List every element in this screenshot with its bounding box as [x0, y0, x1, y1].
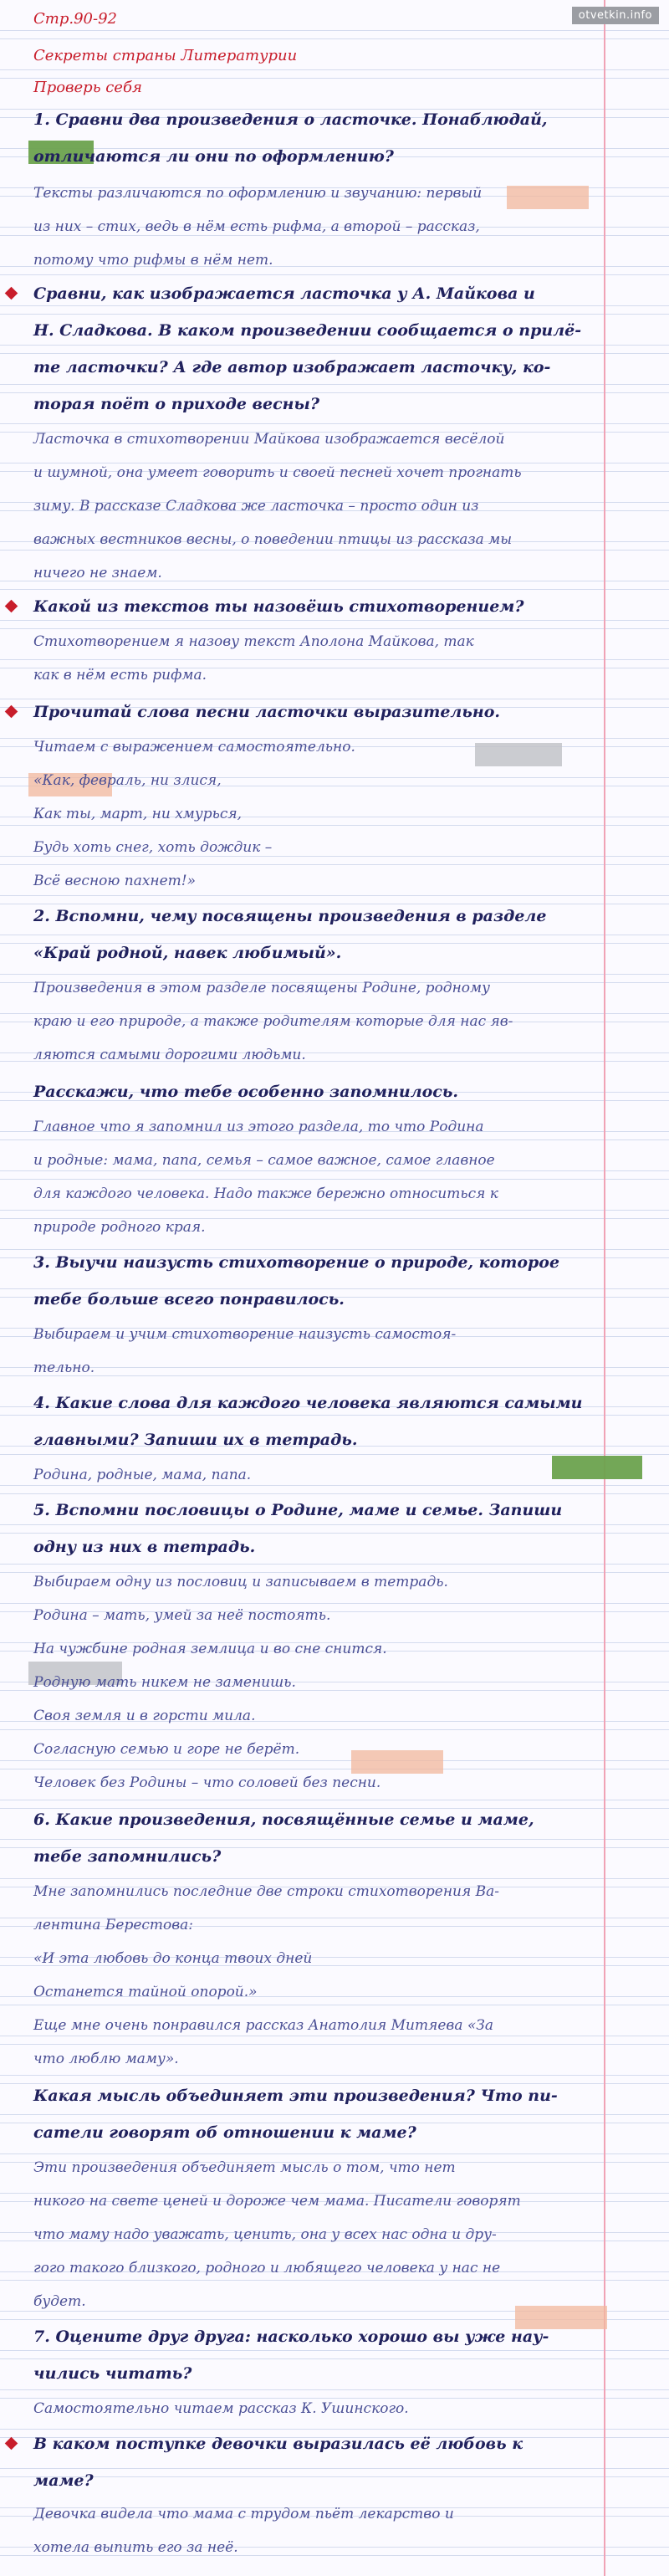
answer-line: как в нём есть рифма.: [33, 667, 207, 684]
question-line: Какой из текстов ты назовёшь стихотворением?: [33, 597, 524, 616]
answer-line: «И эта любовь до конца твоих дней: [33, 1950, 313, 1967]
answer-line: из них – стих, ведь в нём есть рифма, а второй – рассказ,: [33, 218, 480, 235]
question-line: «Край родной, навек любимый».: [33, 944, 342, 962]
question-line: главными? Запиши их в тетрадь.: [33, 1431, 358, 1449]
question-line: 7. Оцените друг друга: насколько хорошо вы уже нау-: [33, 2328, 549, 2346]
question-line: отличаются ли они по оформлению?: [33, 147, 394, 166]
question-line: те ласточки? А где автор изображает ласточку, ко-: [33, 358, 551, 376]
answer-line: и родные: мама, папа, семья – самое важное, самое главное: [33, 1152, 495, 1169]
answer-line: Родина, родные, мама, папа.: [33, 1467, 252, 1483]
answer-line: Человек без Родины – что соловей без песни.: [33, 1775, 381, 1791]
page-reference: Стр.90-92: [33, 10, 117, 28]
bullet-diamond-icon: [5, 2437, 18, 2451]
answer-line: Мне запомнились последние две строки стихотворения Ва-: [33, 1883, 500, 1900]
answer-line: важных вестников весны, о поведении птицы из рассказа мы: [33, 531, 513, 548]
site-watermark: otvetkin.info: [572, 7, 659, 24]
answer-line: Всё весною пахнет!»: [33, 873, 197, 889]
question-line: сатели говорят об отношении к маме?: [33, 2123, 416, 2142]
question-line: Сравни, как изображается ласточка у А. Майкова и: [33, 284, 535, 303]
question-line: тебе запомнились?: [33, 1847, 222, 1866]
question-line: тебе больше всего понравилось.: [33, 1290, 345, 1308]
answer-line: Произведения в этом разделе посвящены Родине, родному: [33, 980, 490, 996]
answer-line: Тексты различаются по оформлению и звучанию: первый: [33, 185, 483, 202]
answer-line: природе родного края.: [33, 1219, 206, 1236]
answer-line: Выбираем одну из пословиц и записываем в тетрадь.: [33, 1574, 448, 1590]
answer-line: никого на свете ценей и дороже чем мама. Писатели говорят: [33, 2193, 521, 2210]
question-line: В каком поступке девочки выразилась её любовь к: [33, 2435, 523, 2453]
answer-line: хотела выпить его за неё.: [33, 2539, 238, 2556]
chapter-title: Секреты страны Литературии: [33, 47, 298, 64]
question-line: 2. Вспомни, чему посвящены произведения в разделе: [33, 907, 547, 925]
answer-line: Ласточка в стихотворении Майкова изображается весёлой: [33, 431, 505, 448]
answer-line: лентина Берестова:: [33, 1917, 194, 1933]
answer-line: Родина – мать, умей за неё постоять.: [33, 1607, 331, 1624]
answer-line: тельно.: [33, 1360, 95, 1376]
answer-line: для каждого человека. Надо также бережно относиться к: [33, 1186, 498, 1202]
question-line: маме?: [33, 2471, 94, 2490]
question-line: 5. Вспомни пословицы о Родине, маме и семье. Запиши: [33, 1501, 563, 1519]
answer-line: что люблю маму».: [33, 2051, 179, 2067]
answer-line: Читаем с выражением самостоятельно.: [33, 739, 355, 755]
question-line: 6. Какие произведения, посвящённые семье и маме,: [33, 1810, 534, 1829]
question-line: одну из них в тетрадь.: [33, 1538, 256, 1556]
answer-line: будет.: [33, 2293, 86, 2310]
answer-line: краю и его природе, а также родителям которые для нас яв-: [33, 1013, 513, 1030]
answer-line: Стихотворением я назову текст Аполона Майкова, так: [33, 633, 474, 650]
answer-line: Девочка видела что мама с трудом пьёт лекарство и: [33, 2506, 454, 2522]
answer-line: Будь хоть снег, хоть дождик –: [33, 839, 273, 856]
question-line: Какая мысль объединяет эти произведения? Что пи-: [33, 2087, 558, 2105]
question-line: Н. Сладкова. В каком произведении сообщается о прилё-: [33, 321, 582, 340]
answer-line: гого такого близкого, родного и любящего человека у нас не: [33, 2260, 501, 2276]
answer-line: зиму. В рассказе Сладкова же ласточка – просто один из: [33, 498, 479, 515]
answer-line: Согласную семью и горе не берёт.: [33, 1741, 300, 1758]
answer-line: потому что рифмы в нём нет.: [33, 252, 273, 269]
answer-line: Как ты, март, ни хмурься,: [33, 806, 243, 822]
notebook-margin-line: [604, 0, 605, 2576]
answer-line: Своя земля и в горсти мила.: [33, 1708, 256, 1724]
answer-line: и шумной, она умеет говорить и своей песней хочет прогнать: [33, 464, 522, 481]
answer-line: Эти произведения объединяет мысль о том, что нет: [33, 2159, 456, 2176]
answer-line: Останется тайной опорой.»: [33, 1984, 258, 2000]
section-title: Проверь себя: [33, 79, 142, 96]
answer-line: «Как, февраль, ни злися,: [33, 772, 222, 789]
answer-line: ничего не знаем.: [33, 565, 162, 581]
question-line: 4. Какие слова для каждого человека являются самыми: [33, 1394, 583, 1412]
question-line: Расскажи, что тебе особенно запомнилось.: [33, 1083, 459, 1101]
answer-line: что маму надо уважать, ценить, она у всех нас одна и дру-: [33, 2226, 497, 2243]
question-line: 3. Выучи наизусть стихотворение о природе, которое: [33, 1253, 560, 1272]
question-line: 1. Сравни два произведения о ласточке. Понаблюдай,: [33, 110, 548, 129]
answer-line: Еще мне очень понравился рассказ Анатолия Митяева «За: [33, 2017, 493, 2034]
answer-line: Главное что я запомнил из этого раздела, то что Родина: [33, 1119, 484, 1135]
answer-line: ляются самыми дорогими людьми.: [33, 1047, 306, 1063]
answer-line: Родную мать никем не заменишь.: [33, 1674, 296, 1691]
question-line: Прочитай слова песни ласточки выразительно.: [33, 703, 501, 721]
answer-line: Выбираем и учим стихотворение наизусть самостоя-: [33, 1326, 457, 1343]
answer-line: На чужбине родная землица и во сне снится.: [33, 1641, 387, 1657]
bullet-diamond-icon: [5, 705, 18, 719]
question-line: торая поёт о приходе весны?: [33, 395, 319, 413]
question-line: чились читать?: [33, 2364, 192, 2383]
answer-line: Самостоятельно читаем рассказ К. Ушинского.: [33, 2400, 409, 2417]
bullet-diamond-icon: [5, 287, 18, 300]
bullet-diamond-icon: [5, 600, 18, 613]
